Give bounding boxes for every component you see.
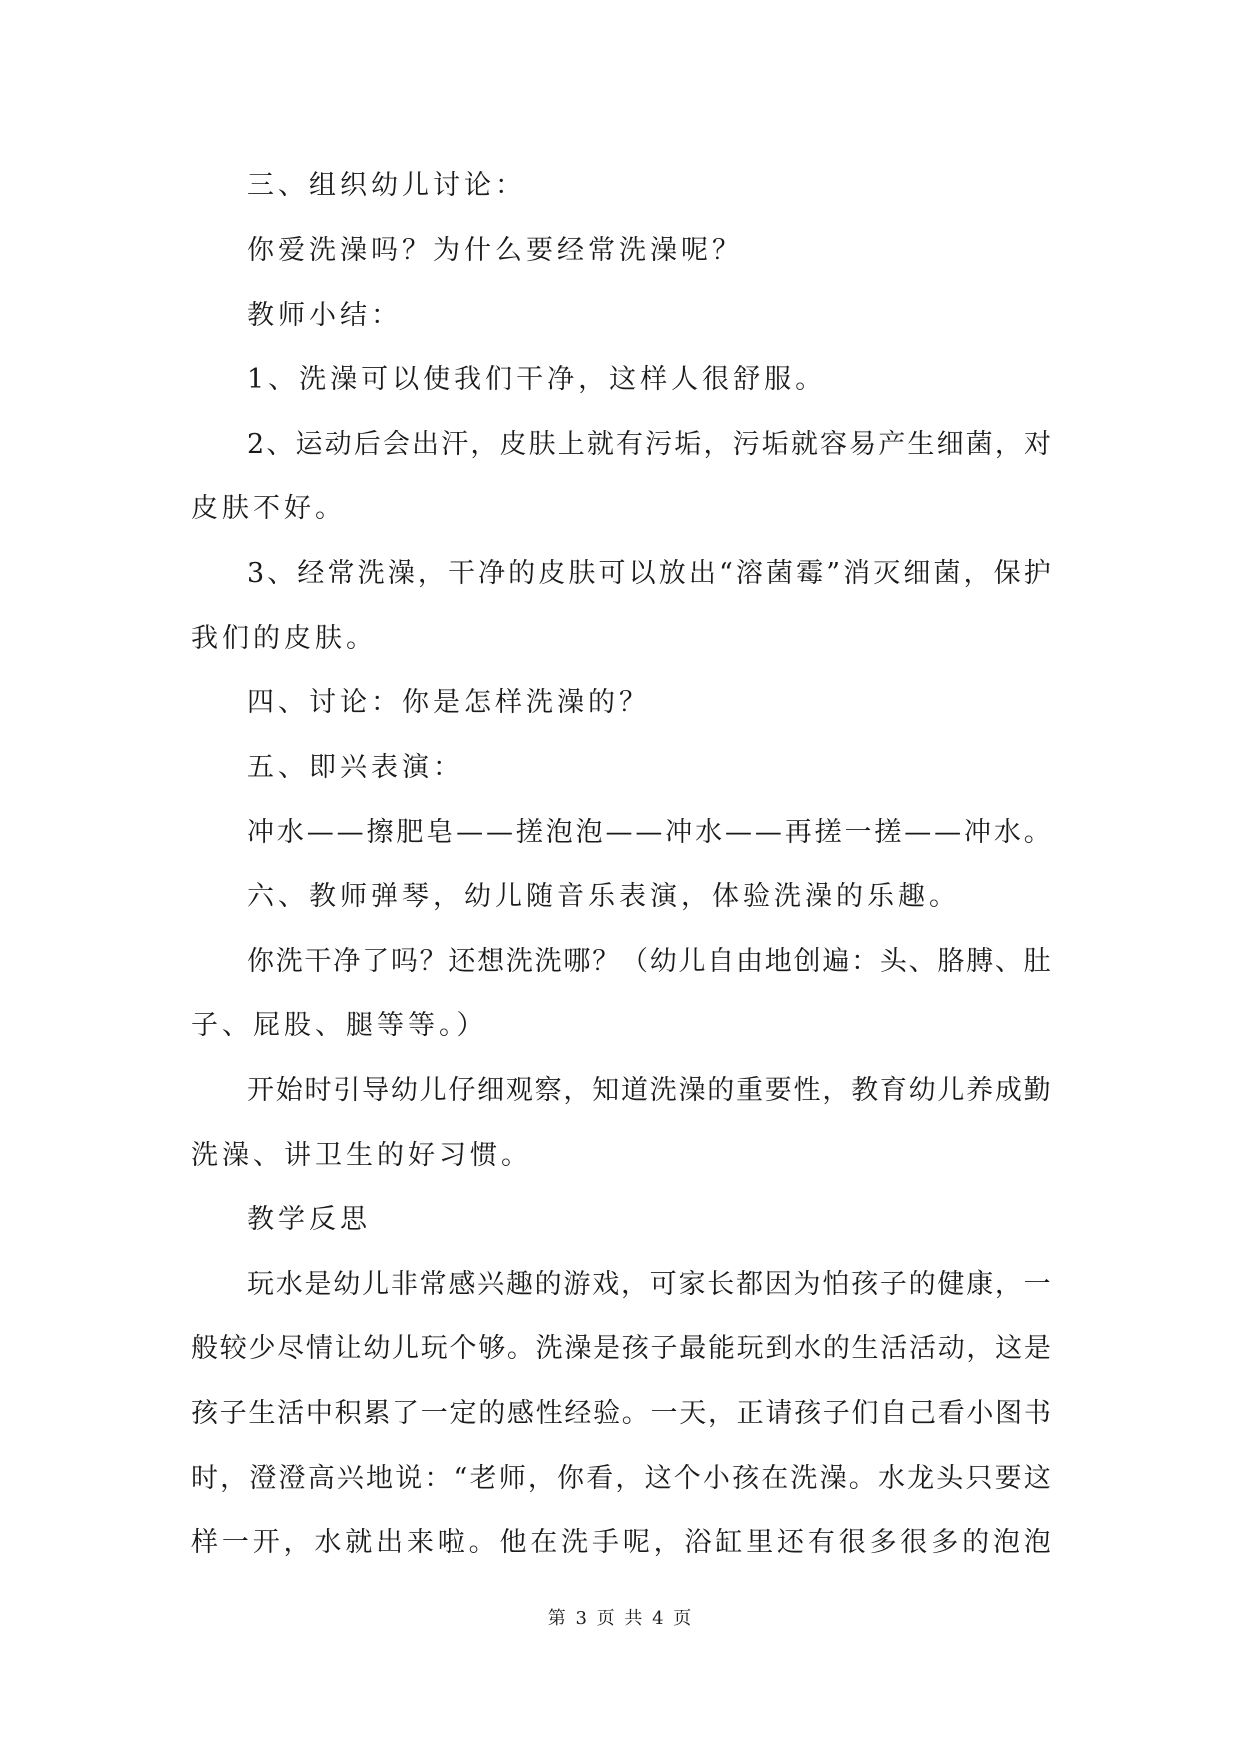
section-heading-discussion: 三、组织幼儿讨论： <box>247 170 526 201</box>
paragraph-wash-line-1: 你 洗 干 净 了 吗 ？ 还 想 洗 洗 哪 ？ （ 幼 儿 自 由 地 创 遍 ： 头 、 胳 膊 、 肚 <box>247 946 1051 977</box>
paragraph-reflection-line-3: 孩 子 生 活 中 积 累 了 一 定 的 感 性 经 验 。 一 天 ， 正 请 孩 子 们 自 己 看 小 图 书 <box>191 1398 1051 1429</box>
summary-item-2-line-1: 2 、 运 动 后 会 出 汗 ， 皮 肤 上 就 有 污 垢 ， 污 垢 就 容 易 产 生 细 菌 ， 对 <box>247 429 1051 460</box>
paragraph-reflection-line-4: 时 ， 澄 澄 高 兴 地 说 ： “ 老 师 ， 你 看 ， 这 个 小 孩 在 洗 澡 。 水 龙 头 只 要 这 <box>191 1463 1051 1494</box>
paragraph-bathing-steps: 冲 水 — — 擦 肥 皂 — — 搓 泡 泡 — — 冲 水 — — 再 搓 一 搓 — — 冲 水 。 <box>247 817 1051 848</box>
paragraph-question: 你爱洗澡吗？为什么要经常洗澡呢？ <box>247 235 743 266</box>
paragraph-reflection-line-1: 玩 水 是 幼 儿 非 常 感 兴 趣 的 游 戏 ， 可 家 长 都 因 为 怕 孩 子 的 健 康 ， 一 <box>247 1269 1051 1300</box>
page-number-footer: 第 3 页 共 4 页 <box>547 1608 694 1629</box>
paragraph-reflection-line-5: 样 一 开 ， 水 就 出 来 啦 。 他 在 洗 手 呢 ， 浴 缸 里 还 有 很 多 很 多 的 泡 泡 <box>191 1527 1051 1558</box>
section-heading-how-to-bathe: 四、讨论：你是怎样洗澡的？ <box>247 687 650 718</box>
summary-item-3-line-1: 3 、 经 常 洗 澡 ， 干 净 的 皮 肤 可 以 放 出 “ 溶 菌 霉 ” 消 灭 细 菌 ， 保 护 <box>247 558 1051 589</box>
paragraph-teacher-summary: 教师小结： <box>247 300 402 331</box>
section-heading-improv: 五、即兴表演： <box>247 752 464 783</box>
section-heading-reflection: 教学反思 <box>247 1204 371 1235</box>
summary-item-1: 1、洗澡可以使我们干净，这样人很舒服。 <box>247 364 827 395</box>
section-heading-music: 六、教师弹琴，幼儿随音乐表演，体验洗澡的乐趣。 <box>247 881 960 912</box>
paragraph-wash-line-2: 子、屁股、腿等等。） <box>191 1010 488 1041</box>
summary-item-2-line-2: 皮肤不好。 <box>191 493 346 524</box>
paragraph-guidance-line-2: 洗澡、讲卫生的好习惯。 <box>191 1140 532 1171</box>
paragraph-guidance-line-1: 开 始 时 引 导 幼 儿 仔 细 观 察 ， 知 道 洗 澡 的 重 要 性 ， 教 育 幼 儿 养 成 勤 <box>247 1075 1051 1106</box>
summary-item-3-line-2: 我们的皮肤。 <box>191 623 377 654</box>
paragraph-reflection-line-2: 般 较 少 尽 情 让 幼 儿 玩 个 够 。 洗 澡 是 孩 子 最 能 玩 到 水 的 生 活 活 动 ， 这 是 <box>191 1333 1051 1364</box>
